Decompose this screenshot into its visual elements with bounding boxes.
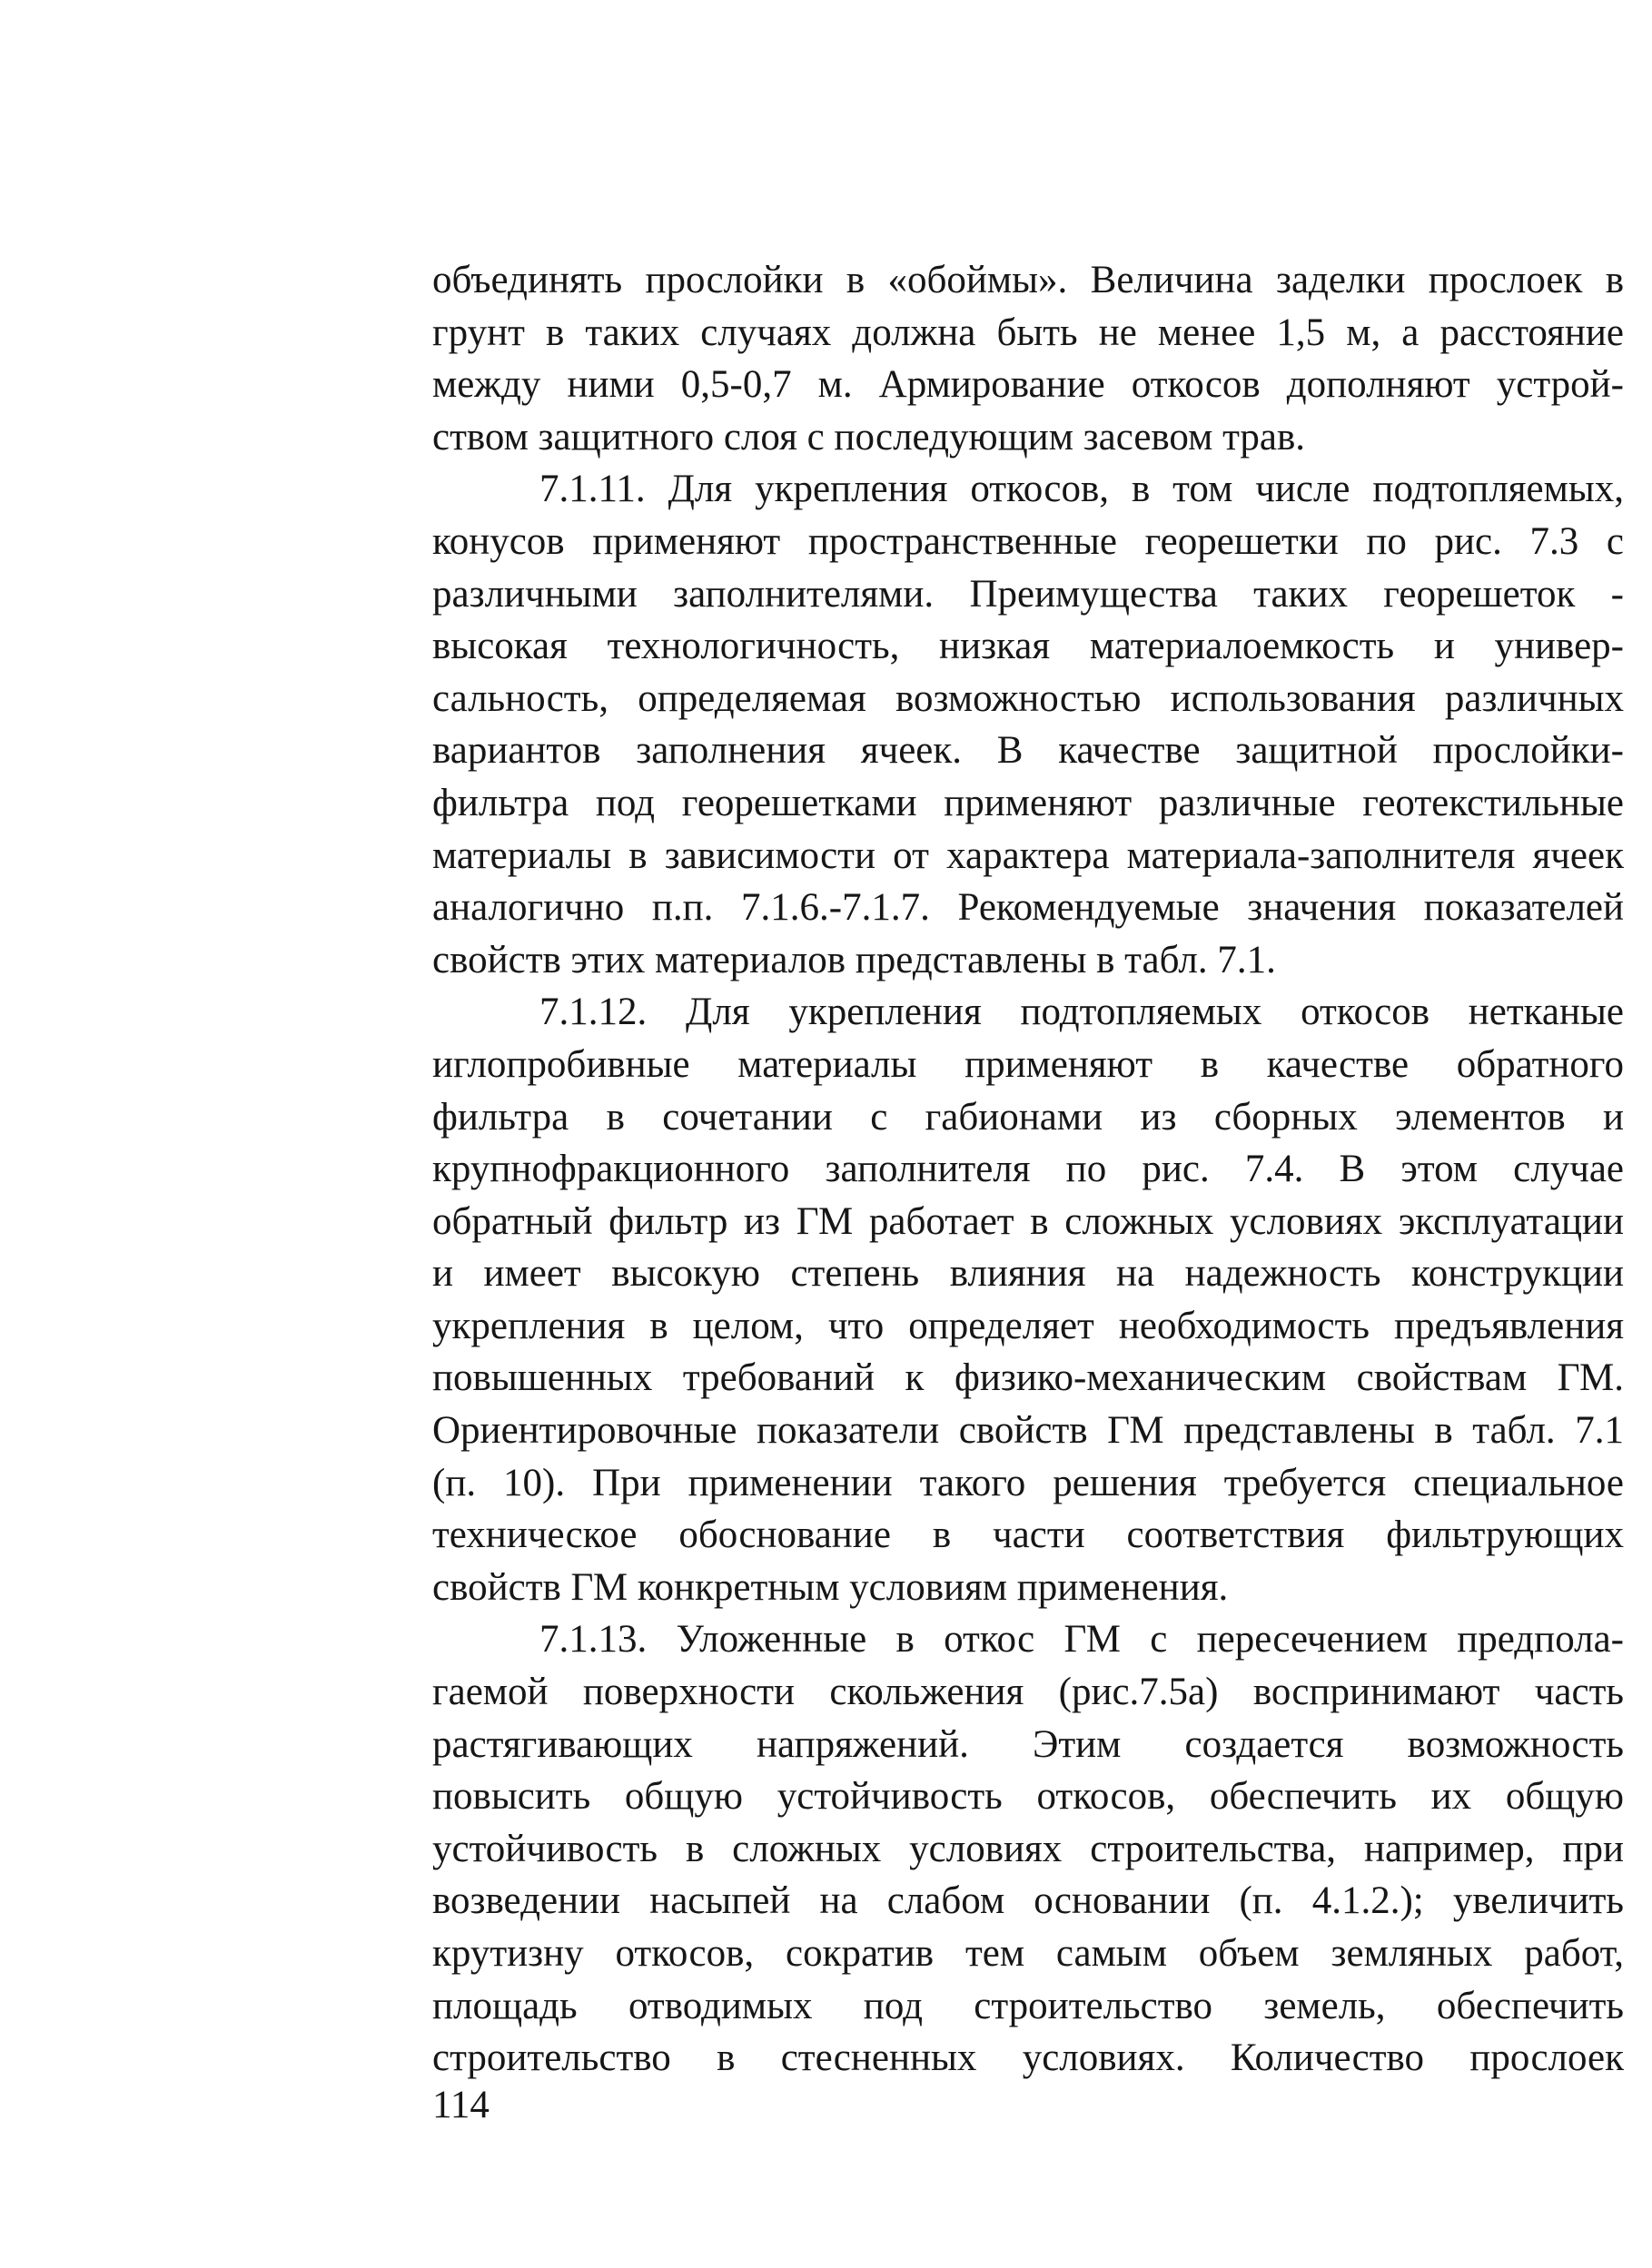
text-line: Ориентировочные показатели свойств ГМ представлены в табл. 7.1 bbox=[432, 1409, 1624, 1453]
text-line: площадь отводимых под строительство земель, обеспечить bbox=[432, 1984, 1624, 2027]
text-line: свойств ГМ конкретным условиям применения. bbox=[432, 1565, 1229, 1609]
text-line: вариантов заполнения ячеек. В качестве защитной прослойки- bbox=[432, 729, 1624, 773]
paragraph-start-7-1-11: 7.1.11. Для укрепления откосов, в том числе подтопляемых, bbox=[539, 468, 1624, 511]
text-line: повысить общую устойчивость откосов, обеспечить их общую bbox=[432, 1775, 1624, 1819]
text-line: повышенных требований к физико-механическим свойствам ГМ. bbox=[432, 1356, 1624, 1400]
paragraph-start-7-1-12: 7.1.12. Для укрепления подтопляемых откосов нетканые bbox=[539, 991, 1624, 1034]
text-line: конусов применяют пространственные георешетки по рис. 7.3 с bbox=[432, 519, 1624, 563]
text-line: грунт в таких случаях должна быть не менее 1,5 м, а расстояние bbox=[432, 311, 1624, 354]
text-line: растягивающих напряжений. Этим создается возможность bbox=[432, 1722, 1624, 1766]
text-line: сальность, определяемая возможностью использования различных bbox=[432, 676, 1624, 720]
text-line: (п. 10). При применении такого решения требуется специальное bbox=[432, 1461, 1624, 1504]
text-line: высокая технологичность, низкая материалоемкость и универ- bbox=[432, 625, 1624, 668]
text-line: объединять прослойки в «обоймы». Величина заделки прослоек в bbox=[432, 259, 1624, 301]
text-line: иглопробивные материалы применяют в качестве обратного bbox=[432, 1042, 1624, 1086]
text-line: ством защитного слоя с последующим засевом трав. bbox=[432, 415, 1306, 459]
text-line: материалы в зависимости от характера материала-заполнителя ячеек bbox=[432, 833, 1624, 877]
paragraph-start-7-1-13: 7.1.13. Уложенные в откос ГМ с пересечением предпола- bbox=[539, 1618, 1624, 1662]
page-number: 114 bbox=[432, 2084, 490, 2126]
text-line: аналогично п.п. 7.1.6.-7.1.7. Рекомендуемые значения показателей bbox=[432, 886, 1624, 930]
text-line: крупнофракционного заполнителя по рис. 7.4. В этом случае bbox=[432, 1148, 1624, 1191]
text-line: устойчивость в сложных условиях строительства, например, при bbox=[432, 1827, 1624, 1870]
page-body-text bbox=[432, 254, 1624, 2085]
text-line: техническое обоснование в части соответствия фильтрующих bbox=[432, 1514, 1624, 1557]
text-line: гаемой поверхности скольжения (рис.7.5а) воспринимают часть bbox=[432, 1671, 1624, 1714]
text-line: фильтра под георешетками применяют различные геотекстильные bbox=[432, 781, 1624, 824]
text-line: строительство в стесненных условиях. Количество прослоек bbox=[432, 2036, 1624, 2080]
text-line: и имеет высокую степень влияния на надежность конструкции bbox=[432, 1252, 1624, 1296]
text-line: фильтра в сочетании с габионами из сборных элементов и bbox=[432, 1095, 1624, 1139]
text-line: укрепления в целом, что определяет необходимость предъявления bbox=[432, 1304, 1624, 1347]
text-line: обратный фильтр из ГМ работает в сложных условиях эксплуатации bbox=[432, 1199, 1624, 1243]
text-line: крутизну откосов, сократив тем самым объем земляных работ, bbox=[432, 1932, 1624, 1975]
text-line: между ними 0,5-0,7 м. Армирование откосов дополняют устрой- bbox=[432, 363, 1624, 407]
text-line: свойств этих материалов представлены в табл. 7.1. bbox=[432, 938, 1276, 981]
text-line: возведении насыпей на слабом основании (п. 4.1.2.); увеличить bbox=[432, 1879, 1624, 1923]
text-line: различными заполнителями. Преимущества таких георешеток - bbox=[432, 572, 1624, 616]
